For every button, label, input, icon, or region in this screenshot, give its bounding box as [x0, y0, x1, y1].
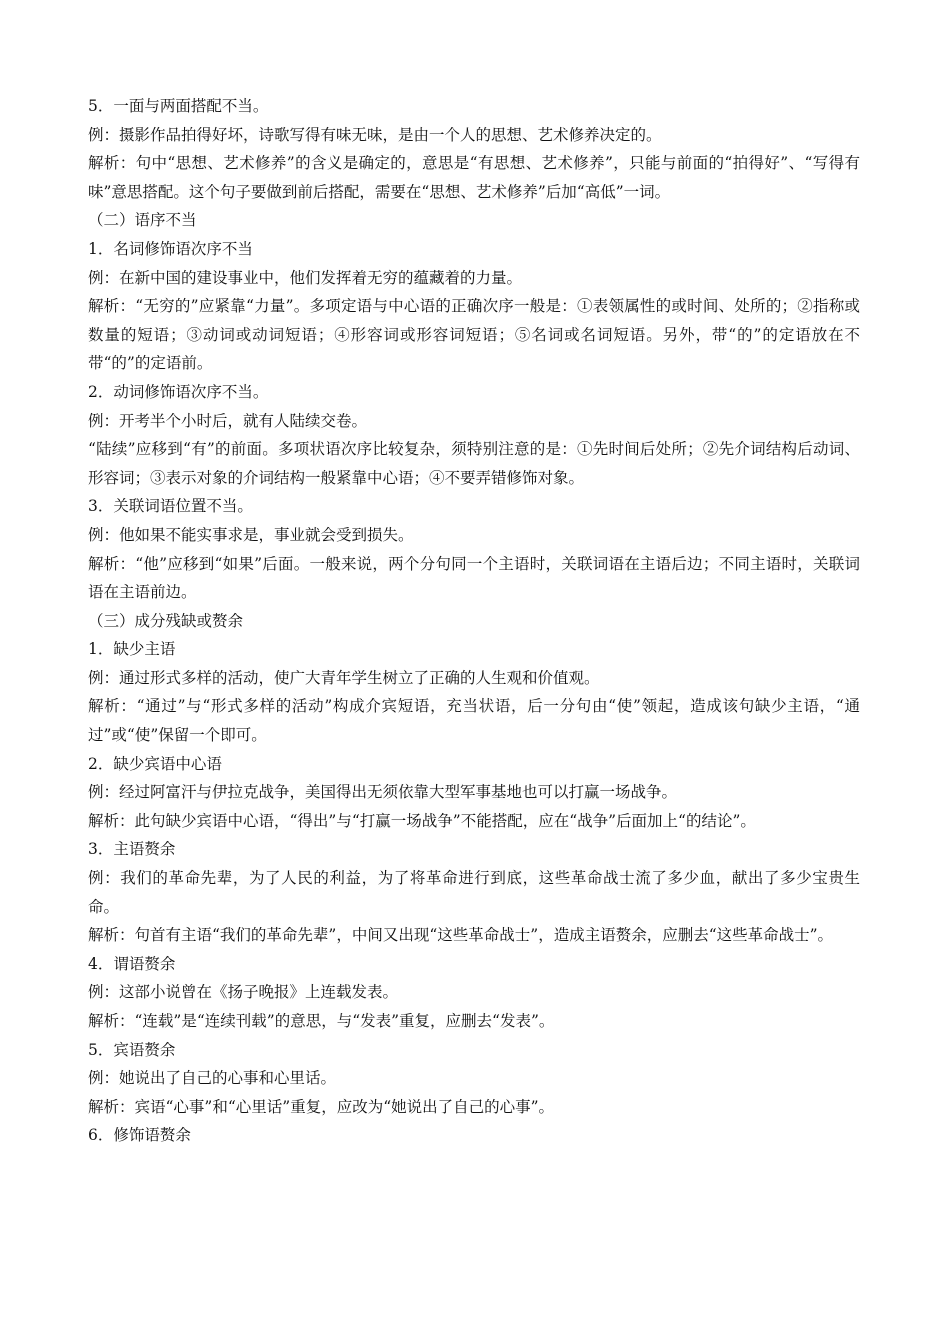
example-text: 例：我们的革命先辈，为了人民的利益，为了将革命进行到底，这些革命战士流了多少血，献出了多少宝贵生命。: [88, 869, 860, 916]
heading-item-6: 6．修饰语赘余: [88, 1126, 191, 1145]
analysis-text: 解析：“无穷的”应紧靠“力量”。多项定语与中心语的正确次序一般是：①表领属性的或时间、处所的；②指称或数量的短语；③动词或动词短语；④形容词或形容词短语；⑤名词或名词短语。另外，带“的”的定语放在不带“的”的定语前。: [88, 297, 860, 373]
section-heading-3: （三）成分残缺或赘余: [88, 611, 244, 630]
analysis-text: 解析：“连载”是“连续刊载”的意思，与“发表”重复，应删去“发表”。: [88, 1012, 555, 1030]
heading-item-1: 1．缺少主语: [88, 640, 176, 659]
heading-item-3: 3．主语赘余: [88, 840, 176, 859]
document-page: [88, 92, 860, 1150]
heading-item-5: 5．宾语赘余: [88, 1040, 176, 1059]
analysis-text: 解析：句首有主语“我们的革命先辈”，中间又出现“这些革命战士”，造成主语赘余，应删去“这些革命战士”。: [88, 926, 834, 945]
example-text: 例：摄影作品拍得好坏，诗歌写得有味无味，是由一个人的思想、艺术修养决定的。: [88, 125, 662, 144]
heading-item-1: 1．名词修饰语次序不当: [88, 239, 253, 258]
example-text: 例：通过形式多样的活动，使广大青年学生树立了正确的人生观和价值观。: [88, 668, 600, 687]
example-text: 例：他如果不能实事求是，事业就会受到损失。: [88, 525, 414, 544]
heading-item-4: 4．谓语赘余: [88, 954, 176, 973]
analysis-text: 解析：“通过”与“形式多样的活动”构成介宾短语，充当状语，后一分句由“使”领起，造成该句缺少主语，“通过”或“使”保留一个即可。: [88, 697, 860, 745]
example-text: 例：开考半个小时后，就有人陆续交卷。: [88, 411, 368, 430]
example-text: 例：这部小说曾在《扬子晚报》上连载发表。: [88, 983, 399, 1002]
analysis-text: 解析：宾语“心事”和“心里话”重复，应改为“她说出了自己的心事”。: [88, 1097, 555, 1116]
heading-item-3: 3．关联词语位置不当。: [88, 497, 253, 516]
section-heading-2: （二）语序不当: [88, 211, 197, 230]
analysis-text: 解析：此句缺少宾语中心语，“得出”与“打赢一场战争”不能搭配，应在“战争”后面加上“的结论”。: [88, 811, 756, 830]
analysis-text: 解析：句中“思想、艺术修养”的含义是确定的，意思是“有思想、艺术修养”，只能与前面的“拍得好”、“写得有味”意思搭配。这个句子要做到前后搭配，需要在“思想、艺术修养”后加“高低”一词。: [88, 154, 860, 201]
analysis-text: 解析：“他”应移到“如果”后面。一般来说，两个分句同一个主语时，关联词语在主语后边；不同主语时，关联词语在主语前边。: [88, 554, 860, 602]
example-text: 例：在新中国的建设事业中，他们发挥着无穷的蕴藏着的力量。: [88, 268, 523, 287]
analysis-text: “陆续”应移到“有”的前面。多项状语次序比较复杂，须特别注意的是：①先时间后处所；②先介词结构后动词、形容词；③表示对象的介词结构一般紧靠中心语；④不要弄错修饰对象。: [88, 440, 860, 487]
example-text: 例：她说出了自己的心事和心里话。: [88, 1069, 337, 1088]
heading-item-2: 2．动词修饰语次序不当。: [88, 382, 269, 401]
heading-item-2: 2．缺少宾语中心语: [88, 754, 222, 773]
example-text: 例：经过阿富汗与伊拉克战争，美国得出无须依靠大型军事基地也可以打赢一场战争。: [88, 783, 678, 802]
heading-item-5: 5．一面与两面搭配不当。: [88, 97, 269, 115]
